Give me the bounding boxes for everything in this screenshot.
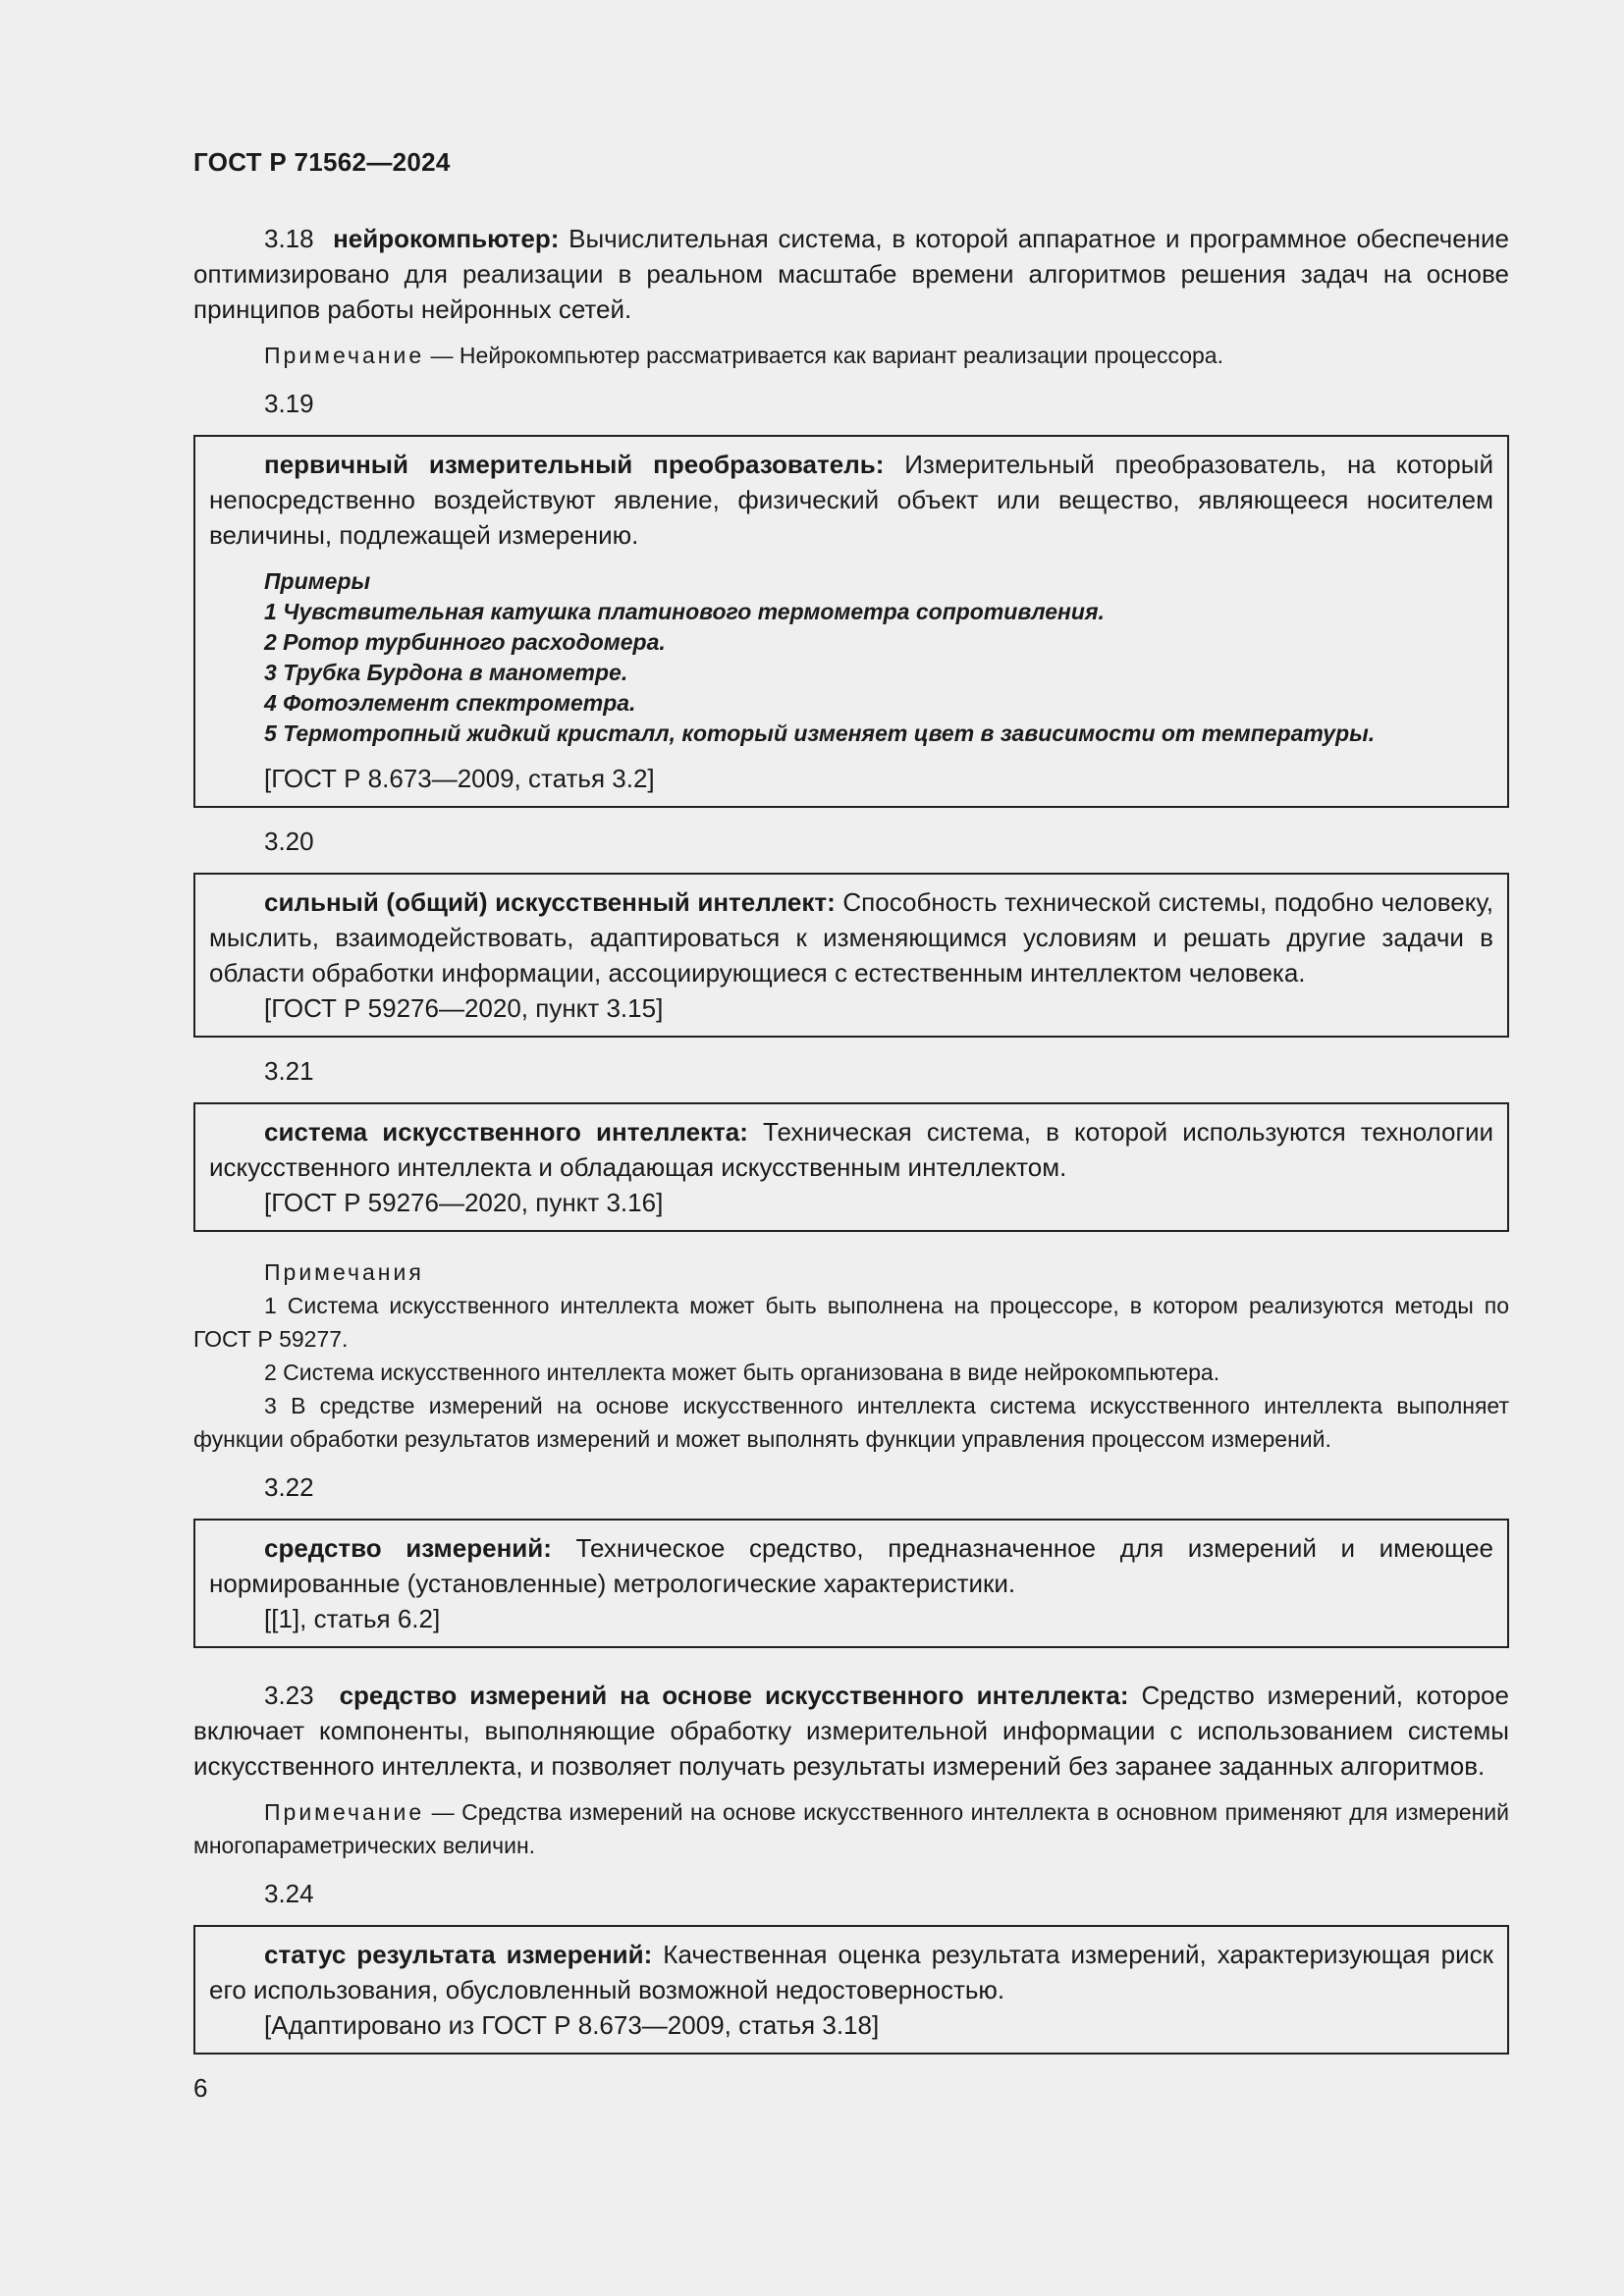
term: первичный измерительный преобразователь: bbox=[264, 450, 885, 479]
notes-label-text: Примечания bbox=[264, 1259, 424, 1285]
term: средство измерений на основе искусственного интеллекта: bbox=[339, 1681, 1129, 1710]
entry-number: 3.24 bbox=[264, 1879, 314, 1908]
definition-paragraph bbox=[209, 447, 1493, 553]
definition: Вычислительная система, в которой аппаратное и программное обеспечение оптимизировано для реализации в реальном масштабе времени алгоритмов решения задач на основе принципов работы нейронных сетей. bbox=[193, 224, 1509, 324]
note-item: 2 Система искусственного интеллекта может быть организована в виде нейрокомпьютера. bbox=[264, 1360, 1220, 1385]
note-text: — Средства измерений на основе искусственного интеллекта в основном применяют для измерений многопараметрических величин. bbox=[193, 1799, 1509, 1858]
source-reference: [ГОСТ Р 59276—2020, пункт 3.15] bbox=[264, 993, 664, 1023]
term: нейрокомпьютер: bbox=[333, 224, 560, 253]
entry-3-23 bbox=[193, 1678, 1509, 1784]
definition-paragraph bbox=[209, 1937, 1493, 2007]
example-item: 5 Термотропный жидкий кристалл, который изменяет цвет в зависимости от температуры. bbox=[264, 721, 1376, 746]
document-header: ГОСТ Р 71562—2024 bbox=[193, 147, 451, 177]
notes-label bbox=[193, 1255, 1509, 1289]
term-box-3-22 bbox=[193, 1519, 1509, 1648]
example-item: 2 Ротор турбинного расходомера. bbox=[264, 629, 666, 655]
note bbox=[193, 339, 1509, 372]
examples bbox=[209, 566, 1493, 749]
source-reference: [ГОСТ Р 8.673—2009, статья 3.2] bbox=[264, 764, 655, 793]
term-box-3-19 bbox=[193, 435, 1509, 808]
term-box-3-20 bbox=[193, 873, 1509, 1038]
source-reference: [Адаптировано из ГОСТ Р 8.673—2009, статья 3.18] bbox=[264, 2010, 880, 2040]
term: статус результата измерений: bbox=[264, 1940, 653, 1969]
note-label: Примечание bbox=[264, 343, 425, 368]
note-item: 1 Система искусственного интеллекта может быть выполнена на процессоре, в котором реализуются методы по ГОСТ Р 59277. bbox=[193, 1293, 1509, 1352]
example-item: 4 Фотоэлемент спектрометра. bbox=[264, 690, 636, 716]
definition: Способность технической системы, подобно человеку, мыслить, взаимодействовать, адаптироваться к изменяющимся условиям и решать другие задачи в области обработки информации, ассоциирующиеся с естественным интеллектом человека. bbox=[209, 887, 1493, 988]
entry-number: 3.21 bbox=[264, 1056, 314, 1086]
definition: Измерительный преобразователь, на который непосредственно воздействуют явление, физический объект или вещество, являющееся носителем величины, подлежащей измерению. bbox=[209, 450, 1493, 550]
term-box-3-24 bbox=[193, 1925, 1509, 2055]
note-label: Примечание bbox=[264, 1799, 425, 1825]
document-content bbox=[193, 221, 1509, 2055]
entry-number: 3.19 bbox=[264, 389, 314, 418]
definition-paragraph bbox=[209, 1114, 1493, 1185]
page-number: 6 bbox=[193, 2073, 208, 2103]
note-text: — Нейрокомпьютер рассматривается как вариант реализации процессора. bbox=[430, 343, 1223, 368]
source-reference: [[1], статья 6.2] bbox=[264, 1604, 441, 1633]
entry-number: 3.20 bbox=[264, 827, 314, 856]
entry-3-18 bbox=[193, 221, 1509, 327]
entry-number: 3.22 bbox=[264, 1472, 314, 1502]
definition: Качественная оценка результата измерений, характеризующая риск его использования, обусловленный возможной недостоверностью. bbox=[209, 1940, 1494, 2004]
source-reference: [ГОСТ Р 59276—2020, пункт 3.16] bbox=[264, 1188, 664, 1217]
examples-title: Примеры bbox=[264, 568, 371, 594]
example-item: 1 Чувствительная катушка платинового термометра сопротивления. bbox=[264, 599, 1105, 624]
term: средство измерений: bbox=[264, 1533, 552, 1563]
definition-paragraph bbox=[209, 1530, 1493, 1601]
note-item: 3 В средстве измерений на основе искусственного интеллекта система искусственного интеллекта выполняет функции обработки результатов измерений и может выполнять функции управления процессом измерений. bbox=[193, 1393, 1509, 1452]
definition: Техническая система, в которой используются технологии искусственного интеллекта и обладающая искусственным интеллектом. bbox=[209, 1117, 1493, 1182]
entry-number: 3.18 bbox=[264, 224, 314, 253]
term-box-3-21 bbox=[193, 1102, 1509, 1232]
term: сильный (общий) искусственный интеллект: bbox=[264, 887, 836, 917]
term: система искусственного интеллекта: bbox=[264, 1117, 748, 1147]
example-item: 3 Трубка Бурдона в манометре. bbox=[264, 660, 628, 685]
definition: Средство измерений, которое включает компоненты, выполняющие обработку измерительной информации с использованием системы искусственного интеллекта, и позволяет получать результаты измерений без заранее заданных алгоритмов. bbox=[193, 1681, 1509, 1781]
definition-paragraph bbox=[209, 884, 1493, 990]
note bbox=[193, 1795, 1509, 1862]
definition: Техническое средство, предназначенное для измерений и имеющее нормированные (установленные) метрологические характеристики. bbox=[209, 1533, 1493, 1598]
entry-number: 3.23 bbox=[264, 1681, 314, 1710]
